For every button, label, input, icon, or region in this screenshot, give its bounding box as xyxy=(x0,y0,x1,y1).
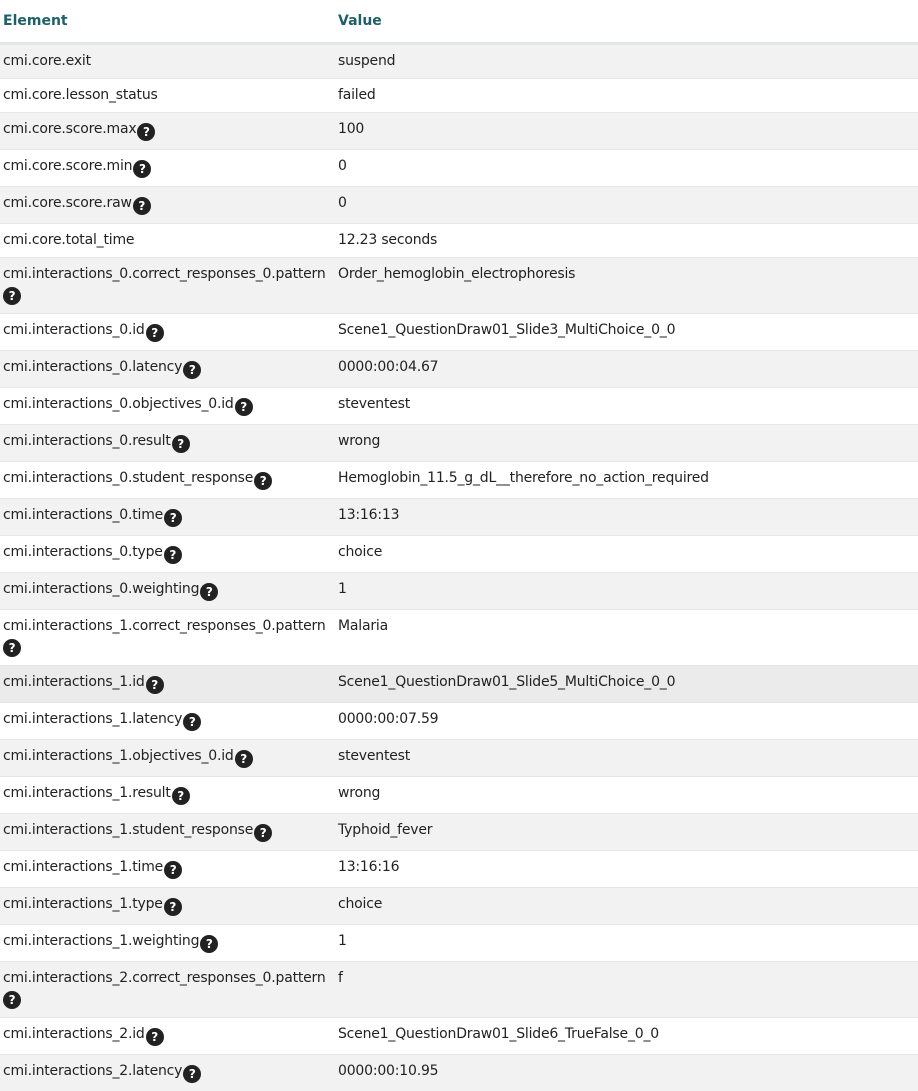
value-cell: 13:16:16 xyxy=(335,851,918,888)
element-name: cmi.interactions_1.latency xyxy=(3,711,182,727)
help-icon[interactable]: ? xyxy=(146,1028,164,1046)
element-name: cmi.interactions_0.result xyxy=(3,433,171,449)
element-cell xyxy=(0,777,335,814)
element-cell xyxy=(0,113,335,150)
element-name: cmi.interactions_1.correct_responses_0.pattern xyxy=(3,618,326,634)
help-icon[interactable]: ? xyxy=(164,509,182,527)
element-cell xyxy=(0,258,335,314)
value-cell: Typhoid_fever xyxy=(335,814,918,851)
value-cell: 13:16:13 xyxy=(335,499,918,536)
help-icon[interactable]: ? xyxy=(235,398,253,416)
help-icon[interactable]: ? xyxy=(3,639,21,657)
element-cell xyxy=(0,462,335,499)
help-icon[interactable]: ? xyxy=(183,361,201,379)
value-cell: 0000:00:04.67 xyxy=(335,351,918,388)
element-name: cmi.interactions_1.student_response xyxy=(3,822,253,838)
help-icon[interactable]: ? xyxy=(200,935,218,953)
element-cell xyxy=(0,536,335,573)
table-header-row xyxy=(0,0,918,44)
value-cell: choice xyxy=(335,888,918,925)
element-name: cmi.core.score.max xyxy=(3,121,136,137)
table-row xyxy=(0,777,918,814)
help-icon[interactable]: ? xyxy=(254,472,272,490)
table-row xyxy=(0,314,918,351)
element-cell xyxy=(0,703,335,740)
element-cell xyxy=(0,666,335,703)
value-cell: failed xyxy=(335,79,918,113)
element-name: cmi.interactions_1.type xyxy=(3,896,163,912)
table-row xyxy=(0,851,918,888)
element-name: cmi.interactions_0.student_response xyxy=(3,470,253,486)
value-cell: Hemoglobin_11.5_g_dL__therefore_no_action_required xyxy=(335,462,918,499)
table-row xyxy=(0,573,918,610)
value-cell: f xyxy=(335,962,918,1018)
element-name: cmi.core.score.min xyxy=(3,158,132,174)
element-name: cmi.core.lesson_status xyxy=(3,87,158,103)
value-cell: 0000:00:07.59 xyxy=(335,703,918,740)
value-cell: 0 xyxy=(335,187,918,224)
table-row xyxy=(0,1055,918,1091)
help-icon[interactable]: ? xyxy=(254,824,272,842)
element-name: cmi.interactions_2.id xyxy=(3,1026,145,1042)
value-cell: 0000:00:10.95 xyxy=(335,1055,918,1091)
element-cell xyxy=(0,79,335,113)
column-header-element: Element xyxy=(0,0,335,44)
element-name: cmi.interactions_0.correct_responses_0.pattern xyxy=(3,266,326,282)
help-icon[interactable]: ? xyxy=(183,713,201,731)
help-icon[interactable]: ? xyxy=(164,546,182,564)
value-cell: 12.23 seconds xyxy=(335,224,918,258)
column-header-value: Value xyxy=(335,0,918,44)
value-cell: Order_hemoglobin_electrophoresis xyxy=(335,258,918,314)
table-row xyxy=(0,113,918,150)
help-icon[interactable]: ? xyxy=(137,123,155,141)
value-cell: steventest xyxy=(335,740,918,777)
value-cell: Malaria xyxy=(335,610,918,666)
help-icon[interactable]: ? xyxy=(3,287,21,305)
help-icon[interactable]: ? xyxy=(133,197,151,215)
element-name: cmi.interactions_1.objectives_0.id xyxy=(3,748,234,764)
table-row xyxy=(0,499,918,536)
element-cell xyxy=(0,962,335,1018)
value-cell: 1 xyxy=(335,925,918,962)
element-name: cmi.interactions_1.id xyxy=(3,674,145,690)
table-row xyxy=(0,44,918,79)
table-row xyxy=(0,258,918,314)
help-icon[interactable]: ? xyxy=(164,861,182,879)
help-icon[interactable]: ? xyxy=(3,991,21,1009)
help-icon[interactable]: ? xyxy=(133,160,151,178)
element-name: cmi.interactions_1.time xyxy=(3,859,163,875)
element-cell xyxy=(0,740,335,777)
value-cell: Scene1_QuestionDraw01_Slide5_MultiChoice_0_0 xyxy=(335,666,918,703)
table-row xyxy=(0,703,918,740)
element-cell xyxy=(0,314,335,351)
table-row xyxy=(0,425,918,462)
value-cell: steventest xyxy=(335,388,918,425)
table-row xyxy=(0,351,918,388)
element-cell xyxy=(0,851,335,888)
element-name: cmi.interactions_0.weighting xyxy=(3,581,199,597)
element-cell xyxy=(0,814,335,851)
element-cell xyxy=(0,888,335,925)
element-name: cmi.interactions_2.correct_responses_0.pattern xyxy=(3,970,326,986)
table-row xyxy=(0,388,918,425)
element-name: cmi.interactions_1.weighting xyxy=(3,933,199,949)
element-name: cmi.core.score.raw xyxy=(3,195,132,211)
help-icon[interactable]: ? xyxy=(146,324,164,342)
table-row xyxy=(0,888,918,925)
table-row xyxy=(0,740,918,777)
element-cell xyxy=(0,388,335,425)
element-name: cmi.interactions_2.latency xyxy=(3,1063,182,1079)
element-name: cmi.interactions_1.result xyxy=(3,785,171,801)
value-cell: suspend xyxy=(335,44,918,79)
table-body xyxy=(0,44,918,1091)
element-cell xyxy=(0,351,335,388)
value-cell: Scene1_QuestionDraw01_Slide3_MultiChoice_0_0 xyxy=(335,314,918,351)
value-cell: 100 xyxy=(335,113,918,150)
table-row xyxy=(0,814,918,851)
element-name: cmi.interactions_0.id xyxy=(3,322,145,338)
element-cell xyxy=(0,573,335,610)
element-name: cmi.interactions_0.latency xyxy=(3,359,182,375)
help-icon[interactable]: ? xyxy=(235,750,253,768)
element-name: cmi.interactions_0.objectives_0.id xyxy=(3,396,234,412)
element-cell xyxy=(0,499,335,536)
table-row xyxy=(0,462,918,499)
element-cell xyxy=(0,187,335,224)
table-row xyxy=(0,150,918,187)
element-cell xyxy=(0,425,335,462)
element-cell xyxy=(0,925,335,962)
help-icon[interactable]: ? xyxy=(172,787,190,805)
table-row xyxy=(0,666,918,703)
table-row xyxy=(0,610,918,666)
help-icon[interactable]: ? xyxy=(183,1065,201,1083)
element-cell xyxy=(0,1018,335,1055)
table-row xyxy=(0,79,918,113)
table-row xyxy=(0,925,918,962)
element-name: cmi.interactions_0.time xyxy=(3,507,163,523)
table-row xyxy=(0,536,918,573)
help-icon[interactable]: ? xyxy=(172,435,190,453)
value-cell: 0 xyxy=(335,150,918,187)
table-row xyxy=(0,1018,918,1055)
element-cell xyxy=(0,610,335,666)
element-name: cmi.interactions_0.type xyxy=(3,544,163,560)
help-icon[interactable]: ? xyxy=(164,898,182,916)
value-cell: wrong xyxy=(335,425,918,462)
table-row xyxy=(0,187,918,224)
value-cell: Scene1_QuestionDraw01_Slide6_TrueFalse_0_0 xyxy=(335,1018,918,1055)
help-icon[interactable]: ? xyxy=(146,676,164,694)
value-cell: 1 xyxy=(335,573,918,610)
value-cell: choice xyxy=(335,536,918,573)
value-cell: wrong xyxy=(335,777,918,814)
element-cell xyxy=(0,44,335,79)
element-name: cmi.core.exit xyxy=(3,53,91,69)
element-cell xyxy=(0,1055,335,1091)
element-cell xyxy=(0,224,335,258)
table-row xyxy=(0,224,918,258)
element-name: cmi.core.total_time xyxy=(3,232,134,248)
element-cell xyxy=(0,150,335,187)
table-row xyxy=(0,962,918,1018)
help-icon[interactable]: ? xyxy=(200,583,218,601)
